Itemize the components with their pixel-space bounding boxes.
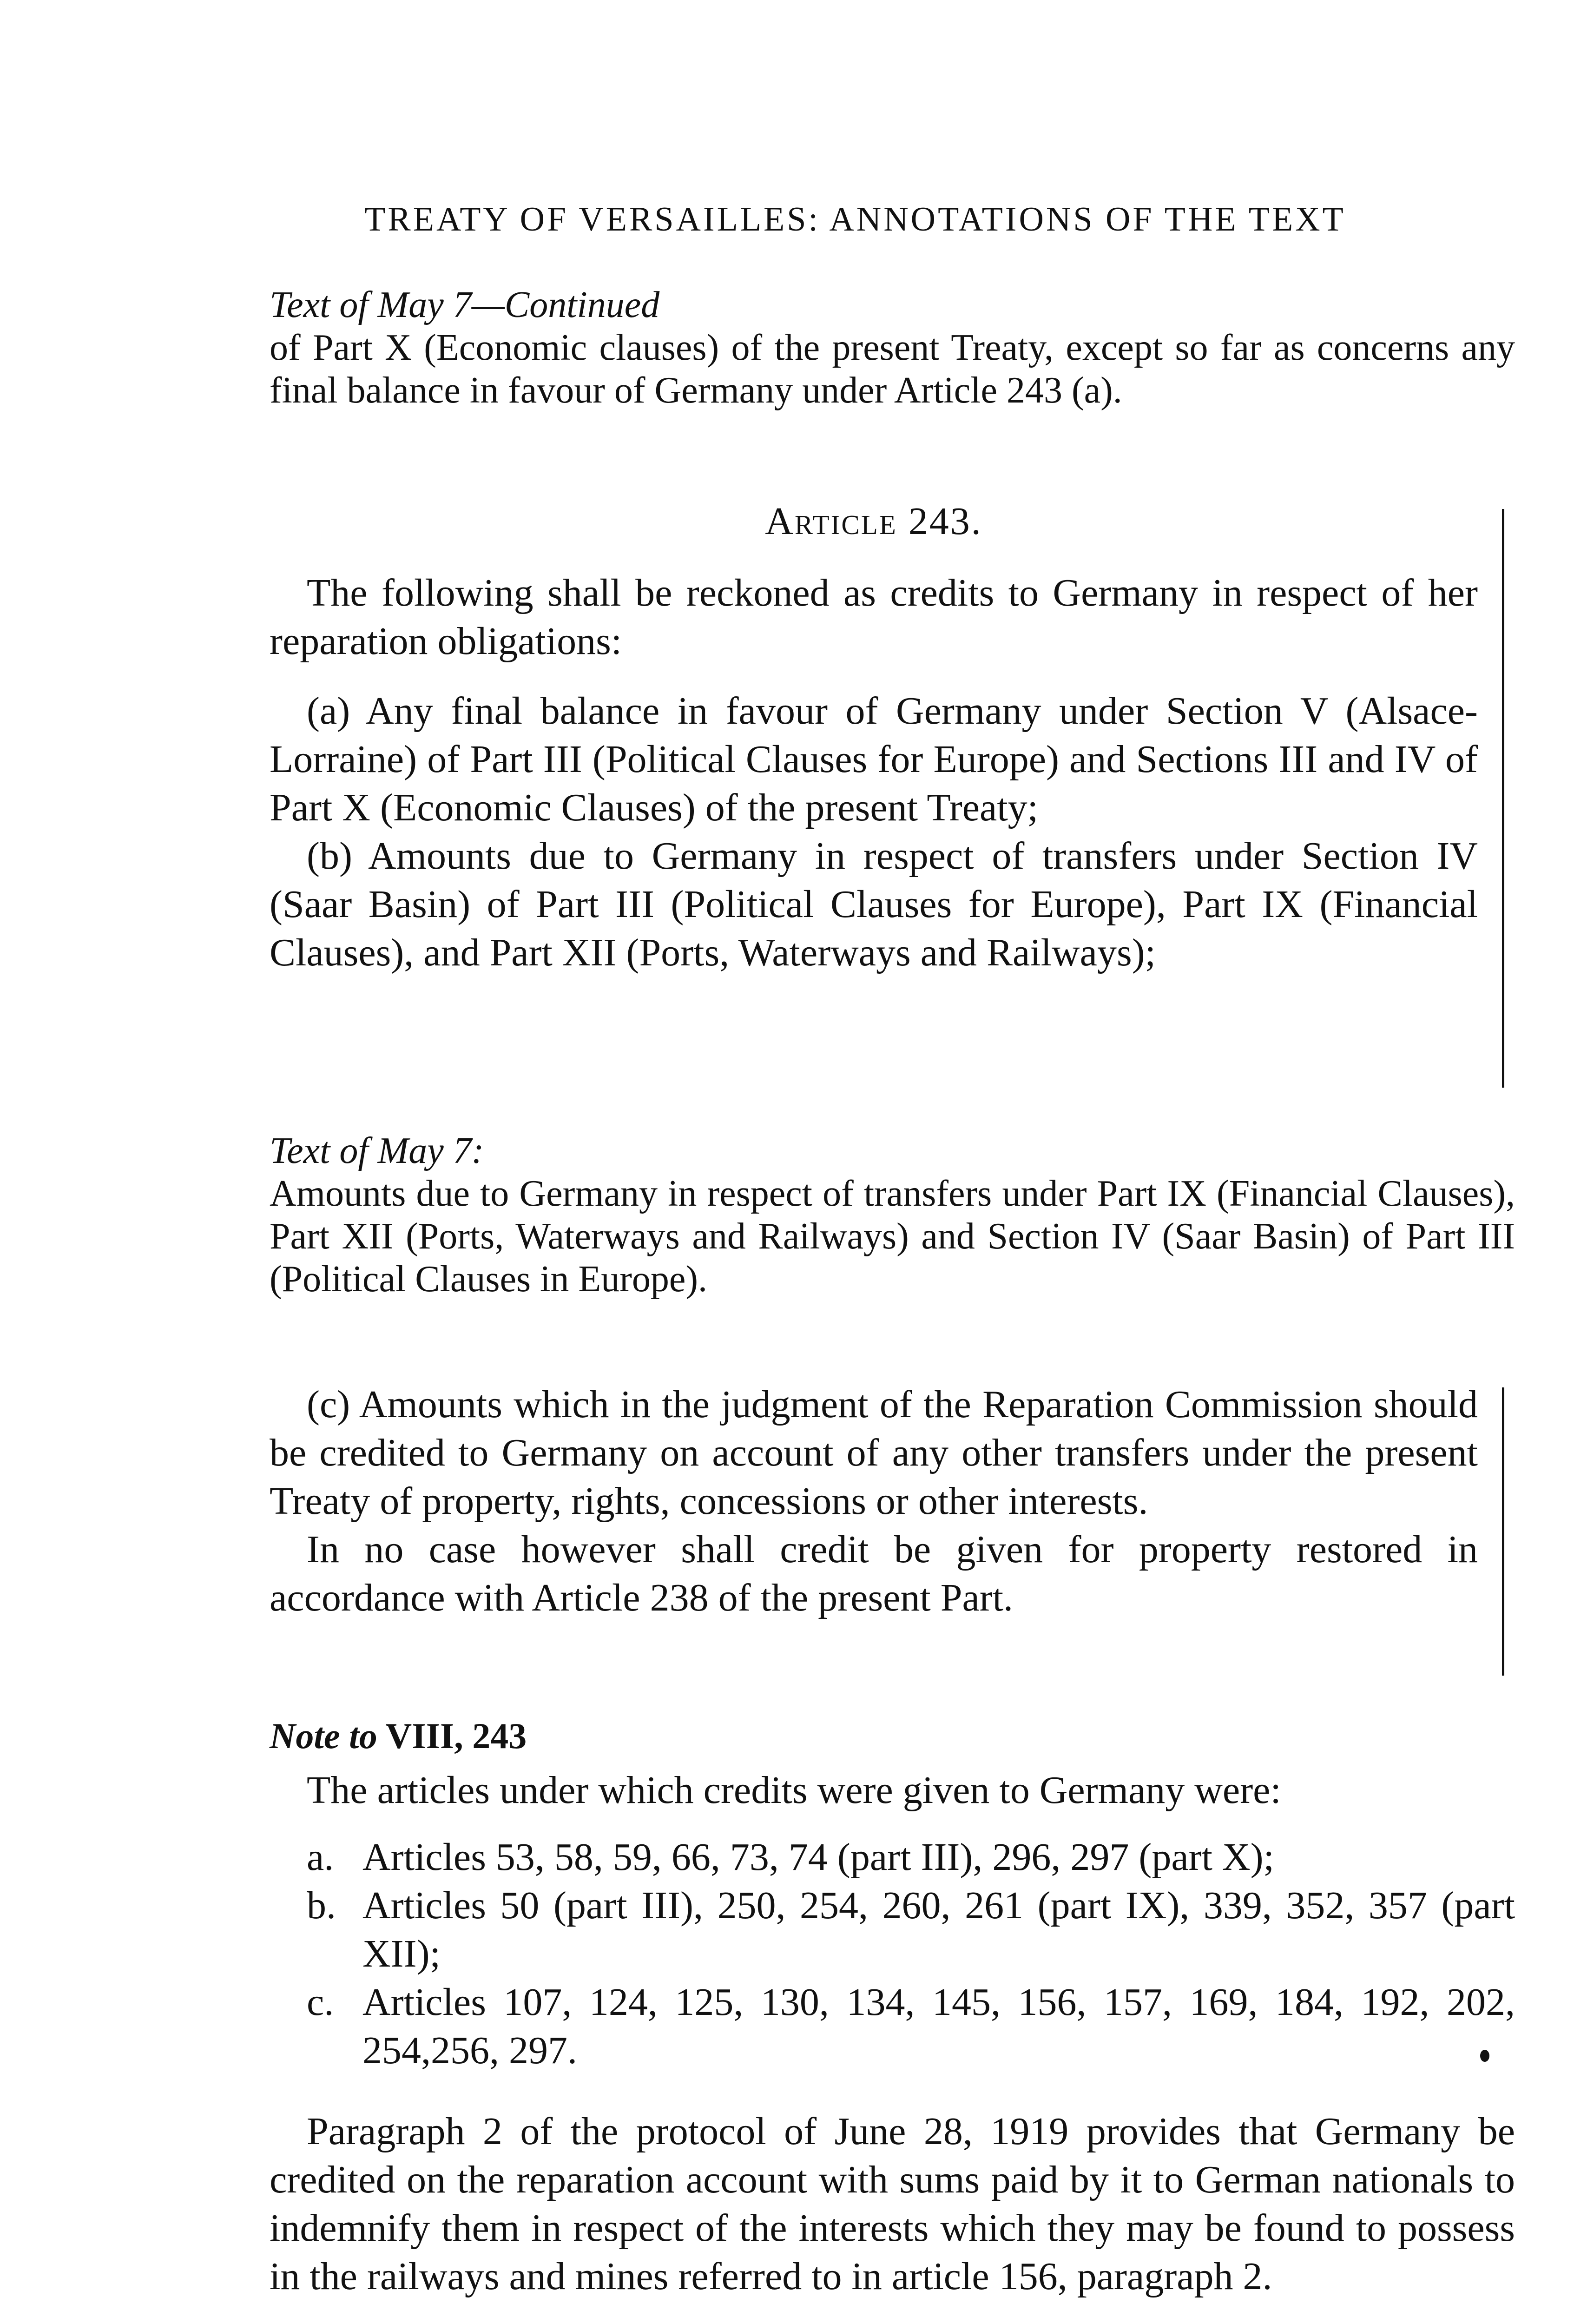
article-item-a: (a) Any final balance in favour of Germany under Section V (Alsace-Lorraine) of Part III (Political Clauses for Europe) and Sections III and IV of Part X (Economic Clauses) of the present Treaty; [270,689,1478,829]
intro-label: Text of May 7—Continued [270,284,660,325]
article-cont-block [270,1380,1478,1622]
article-243-block [270,497,1478,977]
running-title: TREATY OF VERSAILLES: ANNOTATIONS OF THE TEXT [364,200,1346,238]
may7-text: Amounts due to Germany in respect of transfers under Part IX (Financial Clauses), Part XII (Ports, Waterways and Railways) and Section IV (Saar Basin) of Part III (Political Clauses in Europe). [270,1173,1515,1300]
note-list-item-c: c. Articles 107, 124, 125, 130, 134, 145, 156, 157, 169, 184, 192, 202, 254,256, 297. [307,1981,1515,2072]
article-heading: Article 243. [765,500,982,543]
article-proviso: In no case however shall credit be given for property restored in accordance with Article 238 of the present Part. [270,1528,1478,1619]
intro-text: of Part X (Economic clauses) of the present Treaty, except so far as concerns any final balance in favour of Germany under Article 243 (a). [270,327,1515,411]
note-intro: The articles under which credits were given to Germany were: [307,1769,1281,1812]
note-list [270,1833,1515,2075]
note-paragraph: Paragraph 2 of the protocol of June 28, 1919 provides that Germany be credited on the reparation account with sums paid by it to German nationals to indemnify them in respect of the interests which they may be found to possess in the railways and mines referred to in article 156, paragraph 2. [270,2110,1515,2298]
note-heading-ref: VIII, 243 [385,1716,527,1756]
article-item-c: (c) Amounts which in the judgment of the Reparation Commission should be credited to Germany on account of any other transfers under the present Treaty of property, rights, concessions or other interests. [270,1383,1478,1523]
note-block [270,1766,1515,2301]
article-lead: The following shall be reckoned as credits to Germany in respect of her reparation obligations: [270,571,1478,663]
note-heading [270,1715,527,1757]
margin-rule-1 [1502,509,1504,1088]
note-list-item-a: a. Articles 53, 58, 59, 66, 73, 74 (part III), 296, 297 (part X); [307,1835,1274,1879]
article-item-b: (b) Amounts due to Germany in respect of transfers under Section IV (Saar Basin) of Part III (Political Clauses for Europe), Part IX (Financial Clauses), and Part XII (Ports, Waterways and Railways); [270,834,1478,974]
intro-block [270,284,1515,412]
may7-label: Text of May 7: [270,1130,484,1171]
ink-dot [1480,2050,1489,2062]
may7-block [270,1129,1515,1301]
margin-rule-2 [1502,1387,1504,1676]
note-heading-prefix: Note to [270,1716,377,1756]
note-list-item-b: b. Articles 50 (part III), 250, 254, 260, 261 (part IX), 339, 352, 357 (part XII); [307,1884,1515,1975]
